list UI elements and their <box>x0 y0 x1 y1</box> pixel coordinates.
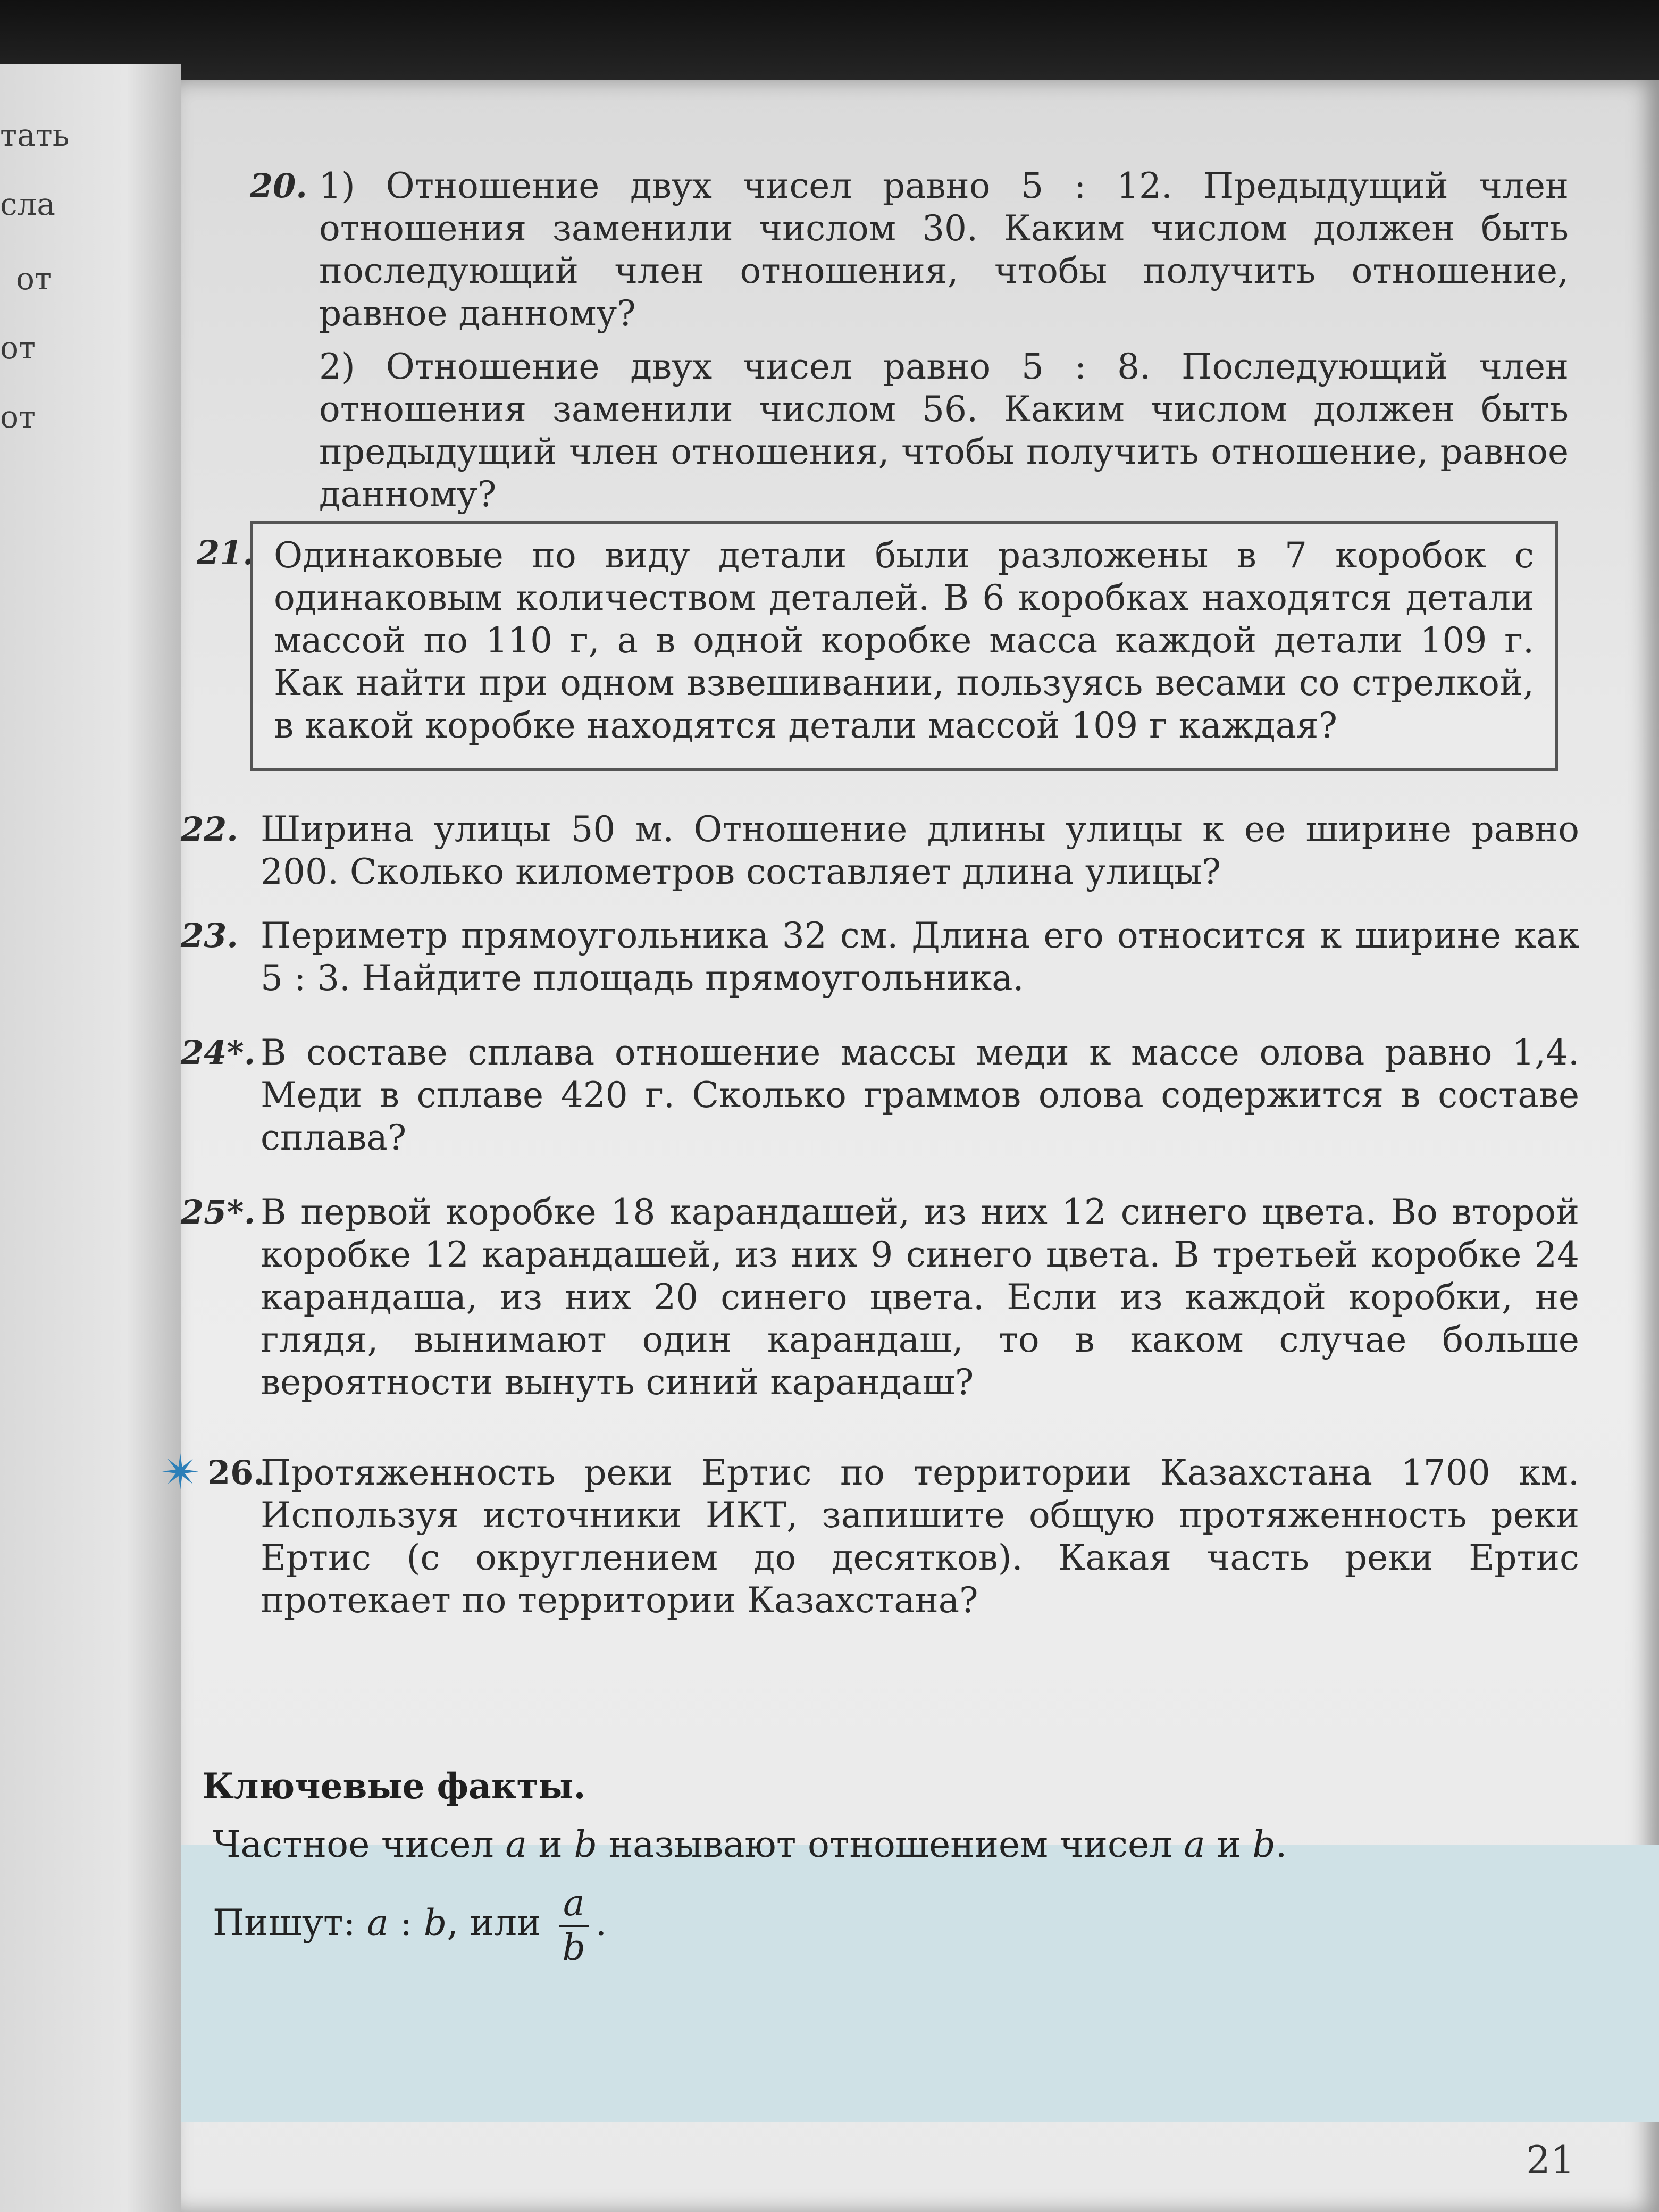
left-fragment: сла <box>0 186 55 222</box>
conjunction: и <box>1217 1824 1241 1866</box>
notation-or: , или <box>447 1902 541 1945</box>
problem-20-part-1: 1) Отношение двух чисел равно 5 : 12. Предыдущий член отношения заменили числом 30. Каким числом должен быть последующий член отношения, чтобы получить отношение, равное данному? <box>319 165 1569 334</box>
definition-end: . <box>1275 1824 1287 1866</box>
problem-number: 21. <box>197 533 254 572</box>
key-facts-title: Ключевые факты. <box>202 1765 586 1807</box>
fraction-denominator: b <box>562 1927 585 1969</box>
problem-26 <box>161 1445 1585 1643</box>
left-fragment: от <box>0 330 36 366</box>
problem-24 <box>181 1032 1585 1180</box>
textbook-page <box>161 80 1659 2212</box>
problem-number: 24*. <box>181 1033 256 1072</box>
left-fragment: от <box>16 261 52 297</box>
problem-23 <box>181 915 1585 1021</box>
variable-a: a <box>367 1902 389 1945</box>
notation-start: Пишут: <box>213 1902 356 1945</box>
problem-21-frame <box>250 521 1558 771</box>
problem-20 <box>250 165 1579 569</box>
key-facts-line-2 <box>213 1882 1595 1970</box>
problem-text: В первой коробке 18 карандашей, из них 12 синего цвета. Во второй коробке 12 карандашей, из них 9 синего цвета. В третьей коробке 24 карандаша, из них 20 синего цвета. Если из каждой коробки, не глядя, вынимают один карандаш, то в каком случае больше вероятности вынуть синий карандаш? <box>261 1192 1579 1403</box>
page-number: 21 <box>1526 2138 1575 2182</box>
definition-start: Частное чисел <box>213 1824 494 1866</box>
colon: : <box>400 1902 413 1945</box>
left-fragment: тать <box>0 117 70 153</box>
fraction-a-over-b <box>559 1882 589 1970</box>
problem-20-part-2: 2) Отношение двух чисел равно 5 : 8. Последующий член отношения заменили числом 56. Каким числом должен быть предыдущий член отношения, чтобы получить отношение, равное данному? <box>319 346 1569 515</box>
problem-text: В составе сплава отношение массы меди к массе олова равно 1,4. Меди в сплаве 420 г. Сколько граммов олова содержится в составе сплава? <box>261 1032 1579 1158</box>
conjunction: и <box>538 1824 563 1866</box>
problem-25 <box>181 1191 1585 1414</box>
left-fragment: от <box>0 399 36 435</box>
ict-badge-icon: ✴ <box>161 1445 201 1501</box>
key-facts-line-1 <box>213 1819 1595 1872</box>
left-page-edge <box>0 64 181 2212</box>
key-facts-definition <box>213 1819 1595 1970</box>
problem-text: Ширина улицы 50 м. Отношение длины улицы к ее ширине равно 200. Сколько километров составляет длина улицы? <box>261 809 1579 892</box>
variable-b: b <box>574 1824 598 1866</box>
problem-21 <box>197 521 1579 776</box>
variable-a: a <box>505 1824 527 1866</box>
notation-period: . <box>595 1902 607 1945</box>
variable-a: a <box>1184 1824 1205 1866</box>
problem-number: 20. <box>250 166 307 205</box>
definition-middle: называют отношением чисел <box>608 1824 1172 1866</box>
problem-number: 22. <box>181 810 238 849</box>
problem-text <box>319 165 1569 526</box>
fraction-numerator: a <box>559 1882 589 1927</box>
variable-b: b <box>423 1902 447 1945</box>
problem-text: Протяженность реки Ертис по территории Казахстана 1700 км. Используя источники ИКТ, запишите общую протяженность реки Ертис (с округлением до десятков). Какая часть реки Ертис протекает по территории Казахстана? <box>261 1452 1579 1621</box>
problem-number: 23. <box>181 916 238 955</box>
problem-22 <box>181 808 1585 915</box>
problem-text: Одинаковые по виду детали были разложены в 7 коробок с одинаковым количеством деталей. В 6 коробках находятся детали массой по 110 г, а в одной коробке масса каждой детали 109 г. Как найти при одном взвешивании, пользуясь весами со стрелкой, в какой коробке находятся детали массой 109 г каждая? <box>274 535 1534 746</box>
problem-text: Периметр прямоугольника 32 см. Длина его относится к ширине как 5 : 3. Найдите площадь прямоугольника. <box>261 915 1579 999</box>
variable-b: b <box>1252 1824 1276 1866</box>
problem-number: 25*. <box>181 1193 256 1231</box>
problem-number: 26. <box>207 1453 265 1492</box>
